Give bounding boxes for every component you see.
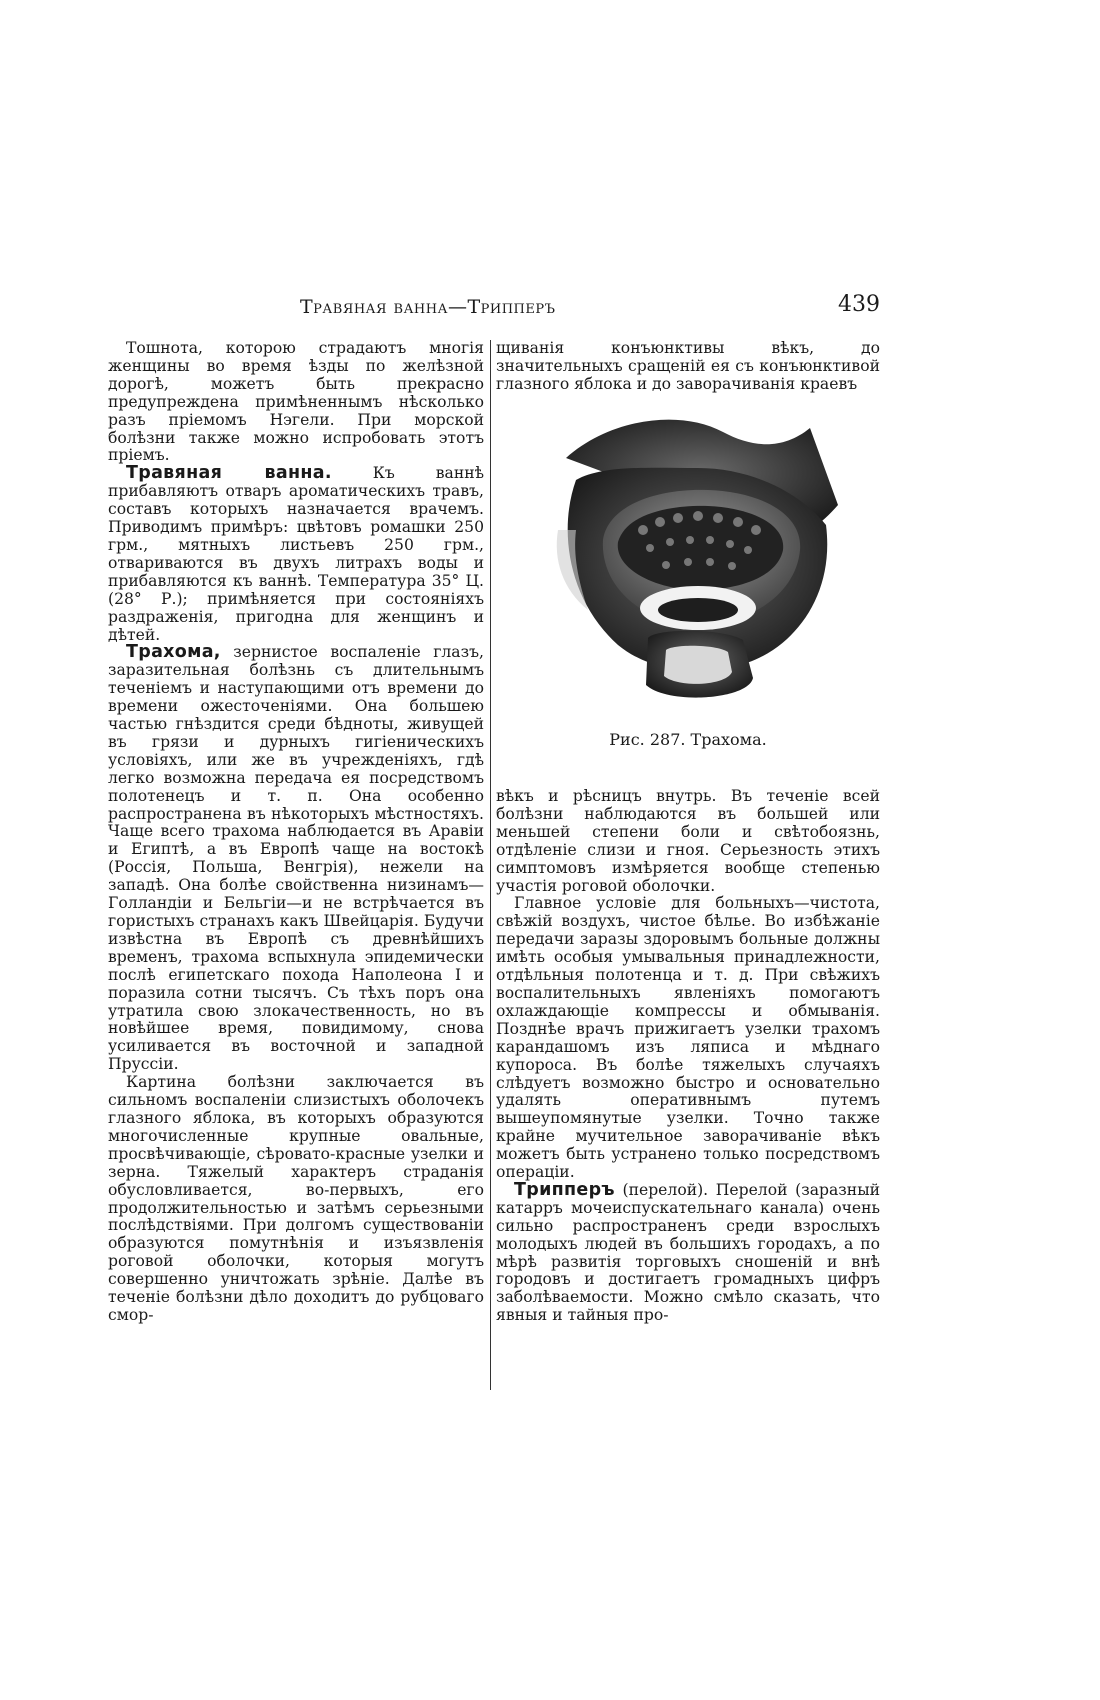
entry-trachoma <box>108 644 484 1074</box>
entry-herbal-bath <box>108 465 484 644</box>
entry-heading-herbal-bath: Травяная ванна. <box>126 463 332 484</box>
entry-text-trachoma: зернистое воспаленіе глазъ, заразительная болѣзнь съ длительнымъ теченіемъ и наступающими отъ времени до времени ожесточеніями. Она большею частью гнѣздится среди бѣдноты, живущей въ грязи и дурныхъ гигіеническихъ условіяхъ, или же въ учрежденіяхъ, гдѣ легко возможна передача ея посредствомъ полотенецъ и т. п. Она особенно распространена въ нѣкоторыхъ мѣстностяхъ. Чаще всего трахома наблюдается въ Аравіи и Египтѣ, а въ Европѣ чаще на востокѣ (Россія, Польша, Венгрія), нежели на западѣ. Она болѣе свойственна низинамъ—Голландіи и Бельгіи—и не встрѣчается въ гористыхъ странахъ какъ Швейцарія. Будучи извѣстна въ Европѣ съ древнѣйшихъ временъ, трахома вспыхнула эпидемически послѣ египетскаго похода Наполеона I и поразила сотни тысячъ. Съ тѣхъ поръ она утратила свою злокачественность, но въ новѣйшее время, повидимому, снова усиливается въ восточной и западной Пруссіи. <box>108 643 484 1074</box>
left-column <box>108 340 484 1392</box>
page-number: 439 <box>838 292 880 317</box>
entry-gonorrhea <box>496 1179 880 1325</box>
entry-heading-gonorrhea: Трипперъ <box>514 1179 615 1200</box>
entry-text-herbal-bath: Къ ваннѣ прибавляютъ отваръ ароматическихъ травъ, составъ которыхъ назначается врачемъ. Приводимъ примѣръ: цвѣтовъ ромашки 250 грм., мятныхъ листьевъ 250 грм., отвариваются въ двухъ литрахъ воды и прибавляются къ ваннѣ. Температура 35° Ц. (28° Р.); примѣняется при состояніяхъ раздраженія, пригодна для женщинъ и дѣтей. <box>108 464 484 644</box>
paragraph-continuation: щиванія конъюнктивы вѣкъ, до значительныхъ сращеній ея съ конъюнктивой глазного яблока и до заворачиванія краевъ <box>496 340 880 393</box>
right-column-top <box>496 340 880 410</box>
running-header <box>108 292 880 332</box>
entry-heading-trachoma: Трахома, <box>126 642 221 663</box>
everted-eyelid-drawing <box>548 410 848 715</box>
entry-text-gonorrhea: (перелой). Перелой (заразный катарръ мочеиспускательнаго канала) очень сильно распространенъ среди взрослыхъ молодыхъ людей въ большихъ городахъ, а по мѣрѣ развитія торговыхъ сношеній и внѣ городовъ и достигаетъ громадныхъ цифръ заболѣваемости. Можно смѣло сказать, что явныя и тайныя про- <box>496 1180 880 1325</box>
paragraph-disease-picture: Картина болѣзни заключается въ сильномъ воспаленіи слизистыхъ оболочекъ глазного яблока, въ которыхъ образуются многочисленные крупные овальные, просвѣчивающіе, сѣровато-красные узелки и зерна. Тяжелый характеръ страданія обусловливается, во-первыхъ, его продолжительностью и затѣмъ серьезными послѣдствіями. При долгомъ существованіи образуются помутнѣнія и изъязвленія роговой оболочки, которыя могутъ совершенно уничтожать зрѣніе. Далѣе въ теченіе болѣзни дѣло доходитъ до рубцоваго смор- <box>108 1073 484 1324</box>
paragraph-nausea: Тошнота, которою страдаютъ многія женщины во время ѣзды по желѣзной дорогѣ, можетъ быть прекрасно предупреждена примѣненнымъ нѣсколько разъ пріемомъ Нэгели. При морской болѣзни также можно испробовать этотъ пріемъ. <box>108 340 484 465</box>
running-head-title: Травяная ванна—Трипперъ <box>300 296 556 318</box>
figure-caption: Рис. 287. Трахома. <box>609 730 767 749</box>
right-column-bottom <box>496 788 880 1393</box>
trachoma-illustration <box>548 410 848 715</box>
paragraph-treatment: Главное условіе для больныхъ—чистота, свѣжій воздухъ, чистое бѣлье. Во избѣжаніе передачи заразы здоровымъ больные должны имѣть особыя умывальныя принадлежности, отдѣльныя полотенца и т. д. При свѣжихъ воспалительныхъ явленіяхъ помогаютъ охлаждающіе компрессы и обмыванія. Позднѣе врачъ прижигаетъ узелки трахомъ карандашомъ изъ ляписа и мѣднаго купороса. Въ болѣе тяжелыхъ случаяхъ слѣдуетъ возможно быстро и основательно удалять оперативнымъ путемъ вышеупомянутые узелки. Точно также крайне мучительное заворачиваніе вѣкъ можетъ быть устранено только посредствомъ операціи. <box>496 894 880 1182</box>
column-divider <box>490 340 491 1390</box>
paragraph-symptoms: вѣкъ и рѣсницъ внутрь. Въ теченіе всей болѣзни наблюдаются въ большей или меньшей степени боли и свѣтобоязнь, отдѣленіе слизи и гноя. Серьезность этихъ симптомовъ измѣряется вообще степенью участія роговой оболочки. <box>496 788 880 895</box>
